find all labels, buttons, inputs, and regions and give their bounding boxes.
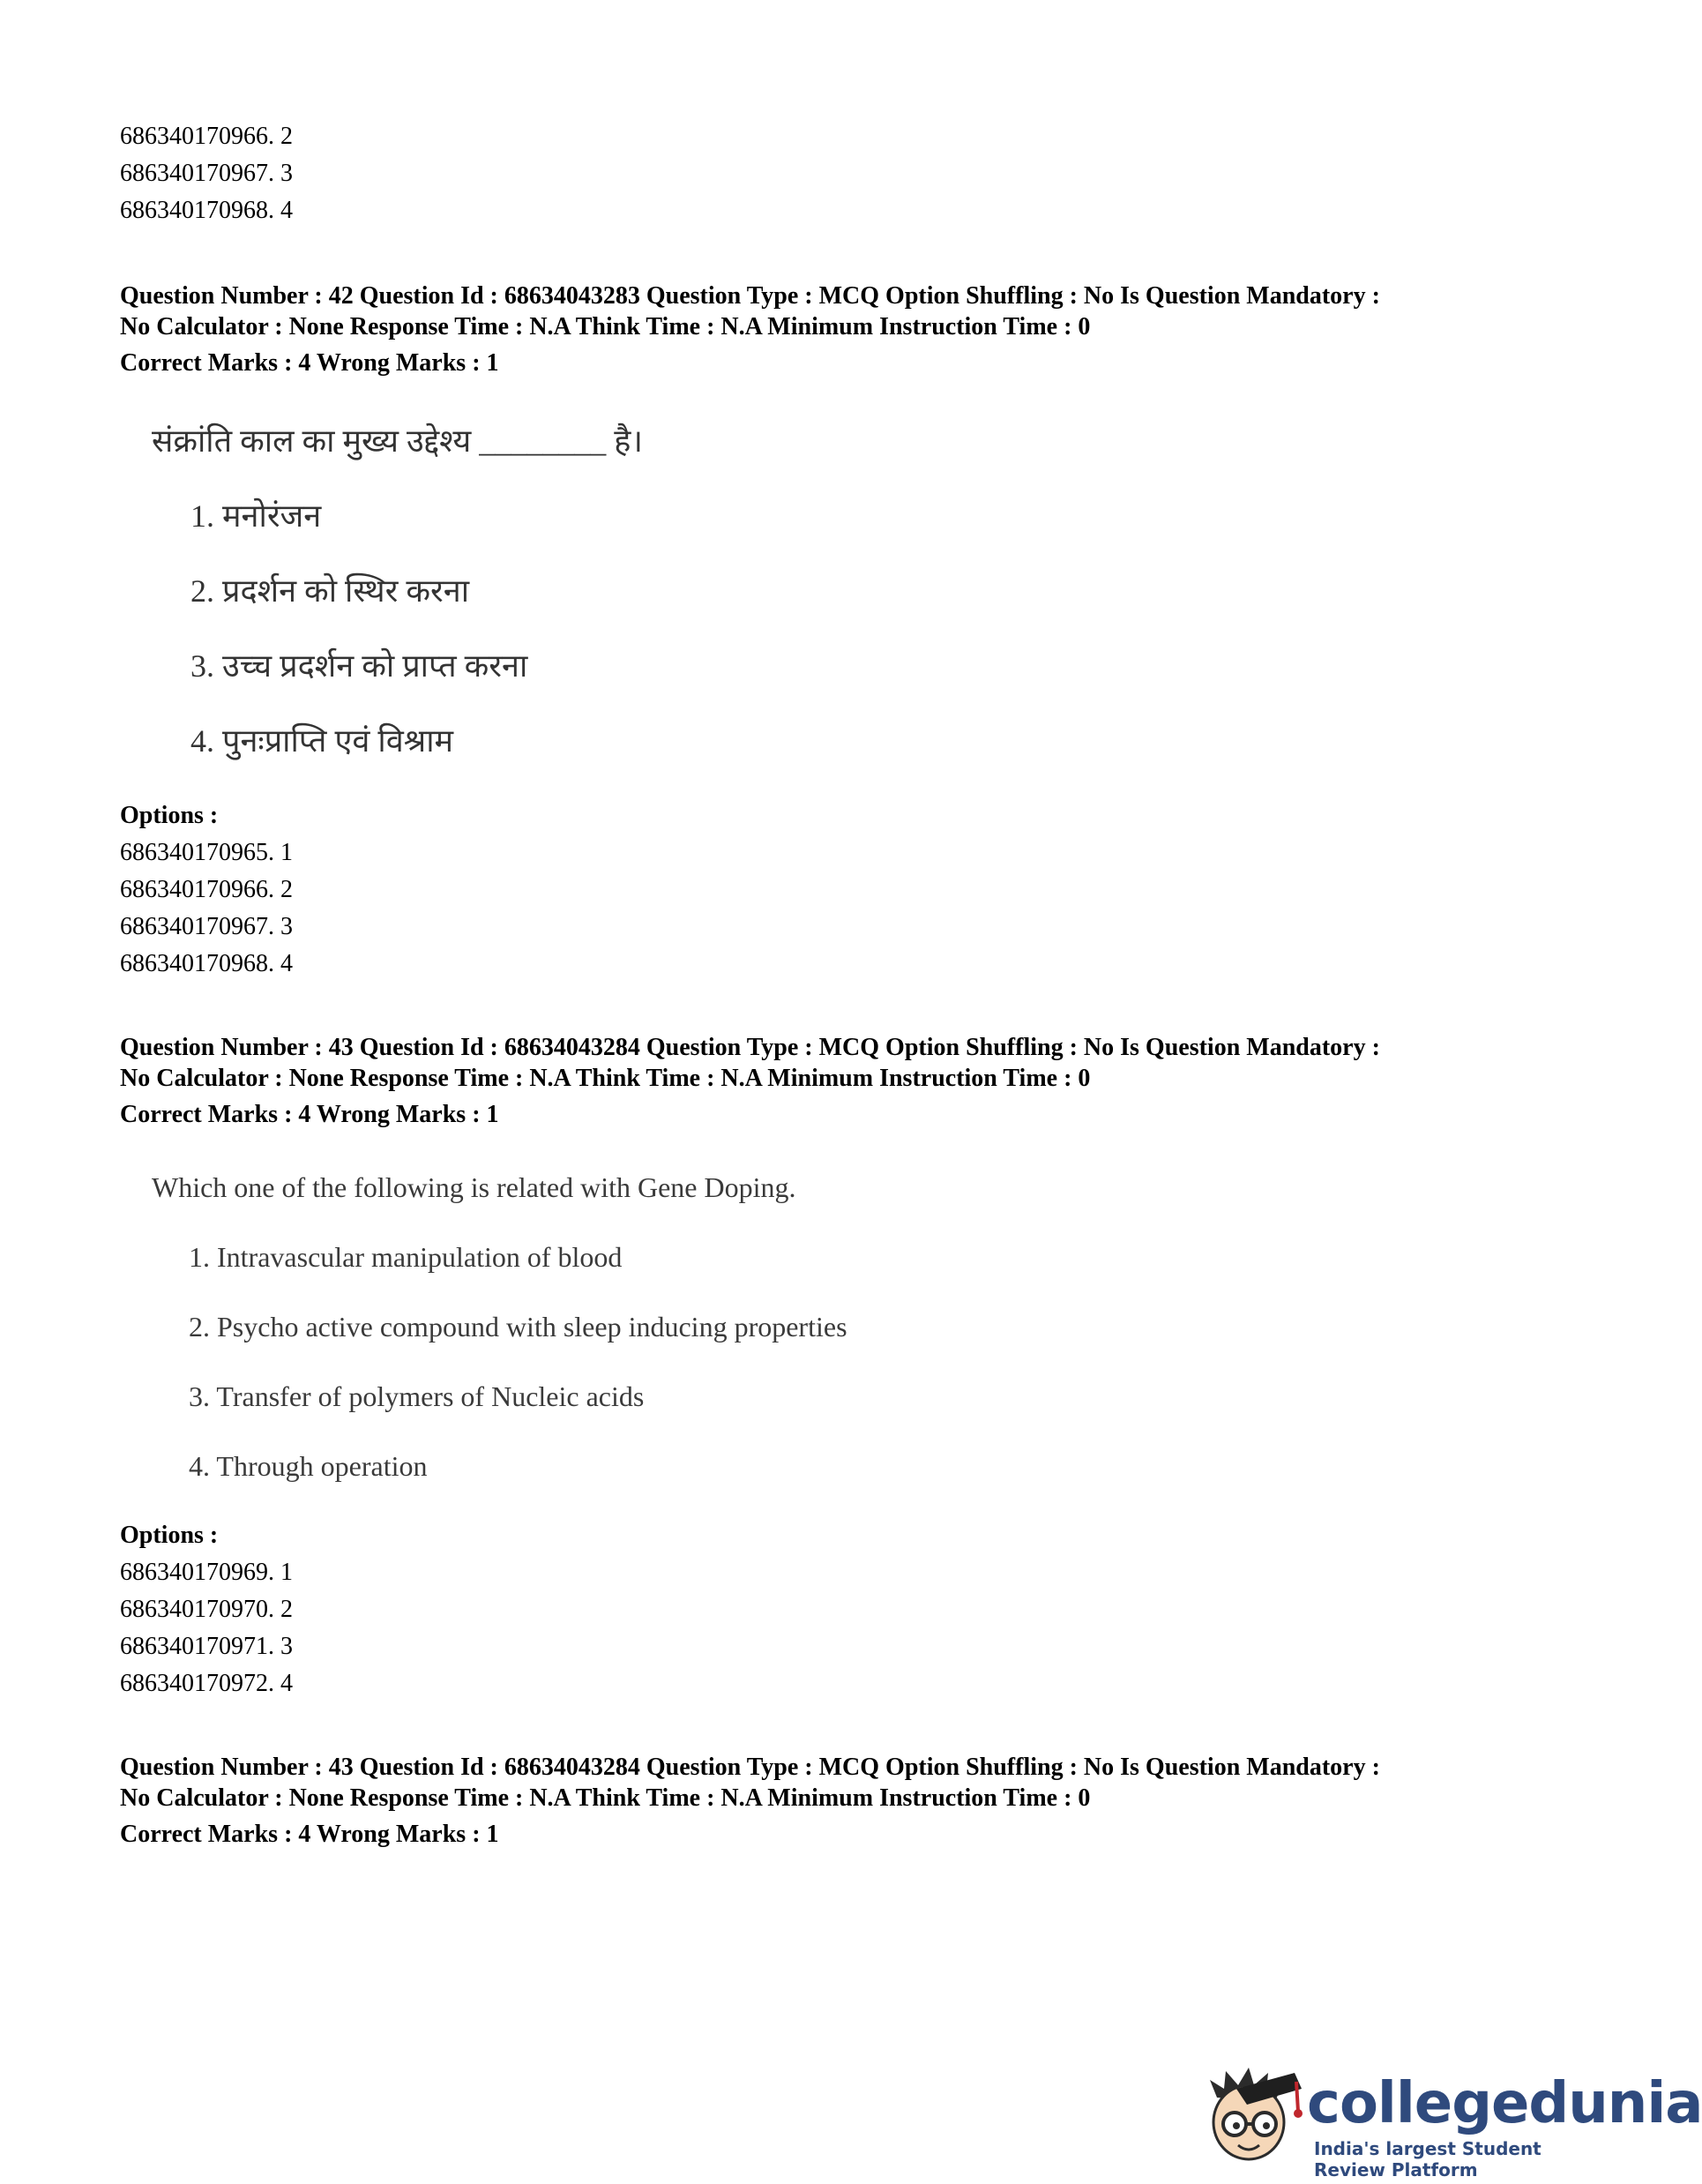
options-label: Options :: [120, 1522, 219, 1549]
option-line: 686340170966. 2: [120, 876, 293, 903]
question-marks: Correct Marks : 4 Wrong Marks : 1: [120, 1101, 499, 1128]
choice-item: 2. Psycho active compound with sleep inducing properties: [189, 1311, 847, 1343]
option-line: 686340170968. 4: [120, 197, 293, 224]
logo-tagline: India's largest Student Review Platform: [1314, 2138, 1542, 2180]
choice-item: 4. Through operation: [189, 1450, 428, 1482]
choice-item: 3. उच्च प्रदर्शन को प्राप्त करना: [190, 648, 528, 684]
option-line: 686340170972. 4: [120, 1670, 293, 1697]
choice-item: 1. Intravascular manipulation of blood: [189, 1241, 623, 1273]
question-header-line: No Calculator : None Response Time : N.A Think Time : N.A Minimum Instruction Time : 0: [120, 1065, 1091, 1092]
question-header-line: No Calculator : None Response Time : N.A Think Time : N.A Minimum Instruction Time : 0: [120, 1784, 1091, 1812]
choice-item: 3. Transfer of polymers of Nucleic acids: [189, 1380, 645, 1412]
option-line: 686340170966. 2: [120, 123, 293, 150]
question-marks: Correct Marks : 4 Wrong Marks : 1: [120, 1821, 499, 1848]
option-line: 686340170967. 3: [120, 913, 293, 940]
question-header-line: No Calculator : None Response Time : N.A Think Time : N.A Minimum Instruction Time : 0: [120, 313, 1091, 340]
collegedunia-logo: [1198, 2062, 1702, 2180]
question-43-repeat-header: [120, 1752, 1531, 1853]
option-line: 686340170971. 3: [120, 1633, 293, 1660]
choice-item: 1. मनोरंजन: [190, 498, 322, 534]
choice-item: 4. पुनःप्राप्ति एवं विश्राम: [190, 723, 454, 759]
option-line: 686340170965. 1: [120, 839, 293, 866]
top-options-list: [120, 118, 1531, 229]
question-43-options: [120, 1517, 1531, 1702]
options-label: Options :: [120, 802, 219, 829]
logo-wordmark: collegedunia: [1307, 2071, 1702, 2136]
question-text: Which one of the following is related with Gene Doping.: [152, 1171, 796, 1203]
choice-item: 2. प्रदर्शन को स्थिर करना: [190, 573, 470, 609]
question-text: संक्रांति काल का मुख्य उद्देश्य ________ है।: [152, 423, 644, 459]
question-header-line: Question Number : 43 Question Id : 68634043284 Question Type : MCQ Option Shuffling : No Is Question Mandatory :: [120, 1034, 1380, 1061]
option-line: 686340170969. 1: [120, 1559, 293, 1586]
question-header-line: Question Number : 43 Question Id : 68634043284 Question Type : MCQ Option Shuffling : No Is Question Mandatory :: [120, 1754, 1380, 1781]
student-mascot-icon: [1198, 2062, 1303, 2177]
option-line: 686340170970. 2: [120, 1596, 293, 1623]
question-42-header: [120, 280, 1531, 382]
question-43-header: [120, 1032, 1531, 1133]
option-line: 686340170967. 3: [120, 160, 293, 187]
question-header-line: Question Number : 42 Question Id : 68634043283 Question Type : MCQ Option Shuffling : No Is Question Mandatory :: [120, 282, 1380, 310]
question-marks: Correct Marks : 4 Wrong Marks : 1: [120, 349, 499, 377]
question-42-options: [120, 797, 1531, 983]
option-line: 686340170968. 4: [120, 950, 293, 977]
